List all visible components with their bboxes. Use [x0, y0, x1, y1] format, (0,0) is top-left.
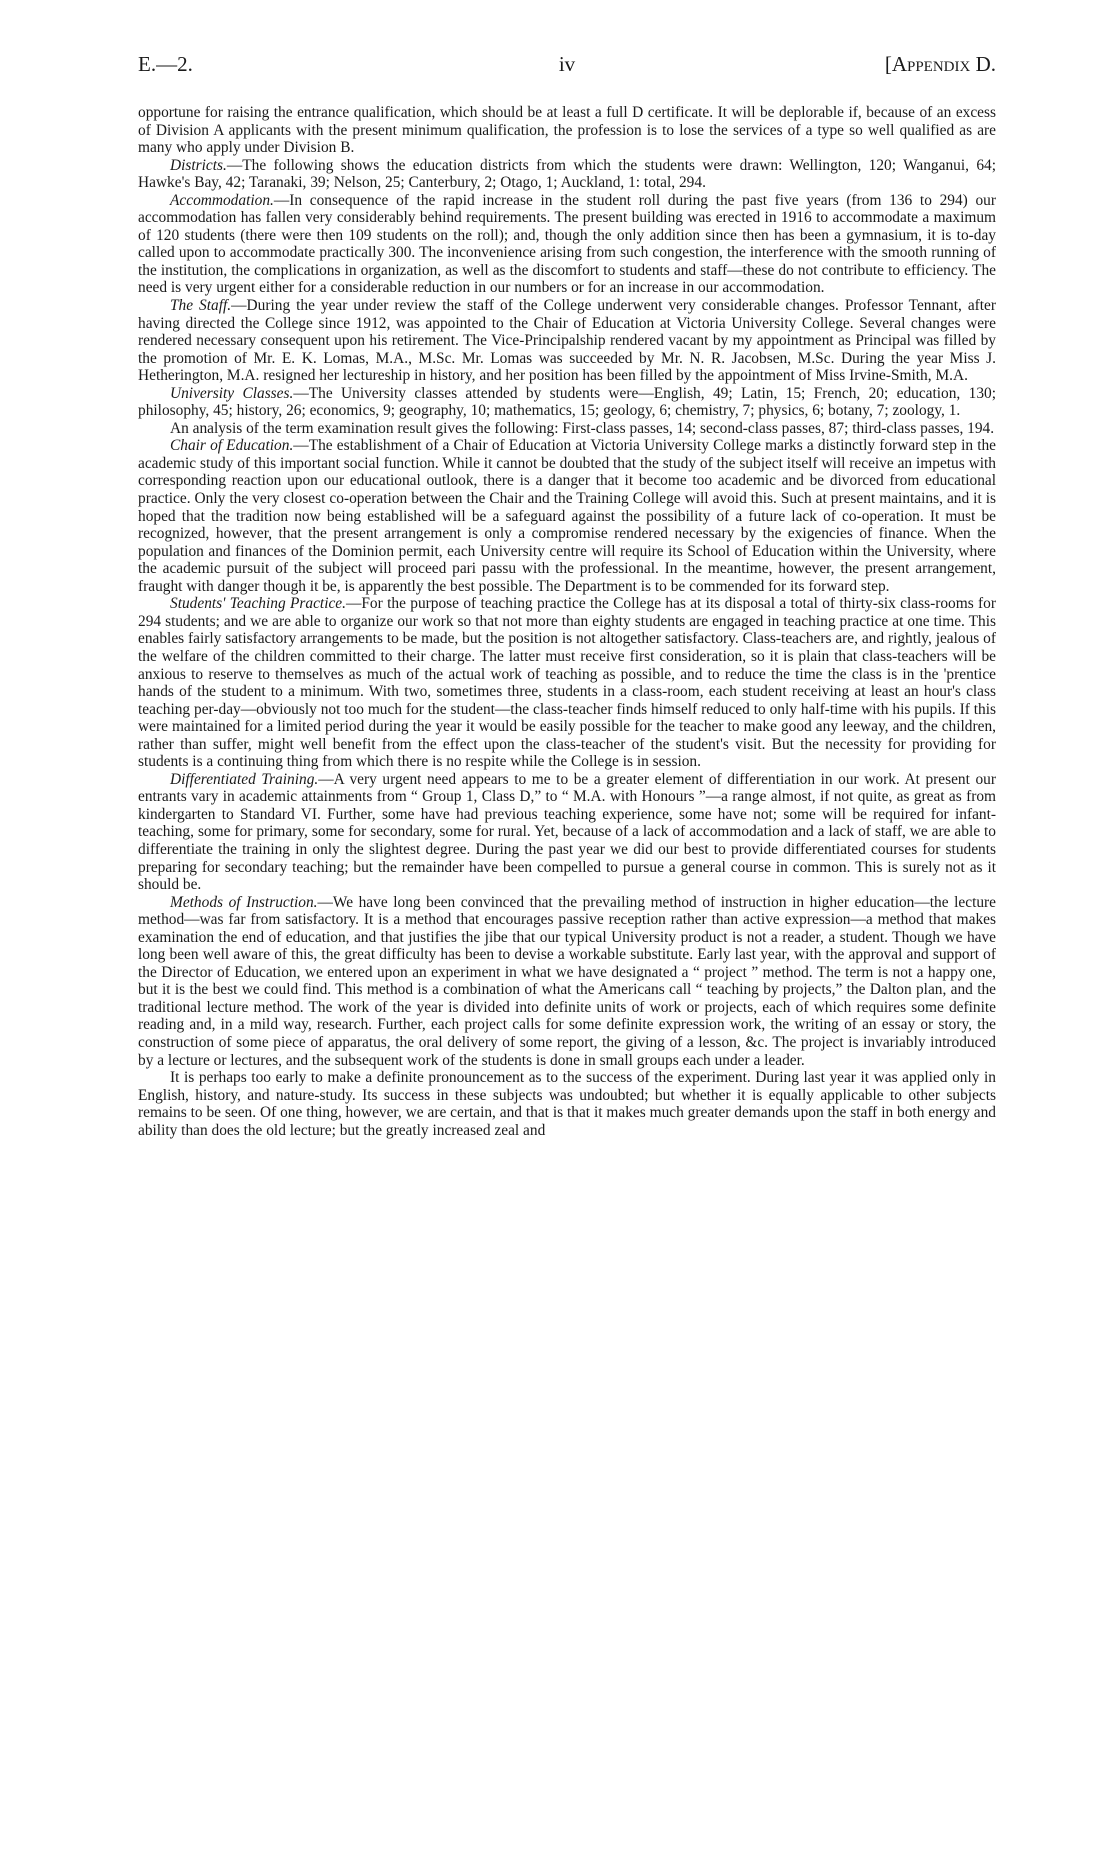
- paragraph-accommodation: Accommodation.—In consequence of the rapid increase in the student roll during the past five years (from 136 to 294) our accommodation has fallen very considerably behind requirements. The present building was erected in 1916 to accommodate a maximum of 120 students (there were then 109 students on the roll); and, though the only addition since then has been a gymnasium, it is to-day called upon to accommodate practically 300. The inconvenience arising from such congestion, the interference with the smooth running of the institution, the complications in organization, as well as the discomfort to students and staff—these do not contribute to efficiency. The need is very urgent either for a considerable reduction in our numbers or for an increase in our accommodation.: [138, 191, 996, 297]
- paragraph-examination-analysis: An analysis of the term examination result gives the following: First-class passes, 14; second-class passes, 87; third-class passes, 194.: [170, 419, 995, 437]
- paragraph-districts: Districts.—The following shows the education districts from which the students were drawn: Wellington, 120; Wanganui, 64; Hawke's Bay, 42; Taranaki, 39; Nelson, 25; Canterbury, 2; Otago, 1; Auckland, 1: total, 294.: [138, 156, 996, 192]
- section-heading: University Classes.: [170, 384, 294, 402]
- paragraph-experiment-success: It is perhaps too early to make a definite pronouncement as to the success of the experiment. During last year it was applied only in English, history, and nature-study. Its success in these subjects was undoubted; but whether it is equally applicable to other subjects remains to be seen. Of one thing, however, we are certain, and that is that it makes much greater demands upon the staff in both energy and ability than does the old lecture; but the greatly increased zeal and: [138, 1069, 996, 1139]
- paragraph-continuation: opportune for raising the entrance qualification, which should be at least a full D certificate. It will be deplorable if, because of an excess of Division A applicants with the present minimum qualification, the profession is to lose the services of a type so well qualified as are many who apply under Division B.: [138, 104, 996, 157]
- report-code: E.—2.: [138, 52, 193, 76]
- page-header: [138, 52, 996, 86]
- paragraph-chair-of-education: Chair of Education.—The establishment of a Chair of Education at Victoria University College marks a distinctly forward step in the academic study of this important social function. While it cannot be doubted that the study of the subject itself will receive an impetus with corresponding reaction upon our educational outlook, there is a danger that it become too academic and be divorced from educational practice. Only the very closest co-operation between the Chair and the Training College will avoid this. Such at present maintains, and it is hoped that the tradition now being established will be a safeguard against the possibility of a future lack of co-operation. It must be recognized, however, that the present arrangement is only a compromise rendered necessary by the exigencies of finance. When the population and finances of the Dominion permit, each University centre will require its School of Education within the University, where the academic pursuit of the subject will proceed pari passu with the professional. In the meantime, however, the present arrangement, fraught with danger though it be, is apparently the best possible. The Department is to be commended for its forward step.: [138, 437, 996, 595]
- page-number: iv: [558, 52, 576, 76]
- paragraph-staff: The Staff.—During the year under review the staff of the College underwent very considerable changes. Professor Tennant, after having directed the College since 1912, was appointed to the Chair of Education at Victoria University College. Several changes were rendered necessary consequent upon his retirement. The Vice-Principalship rendered vacant by my appointment as Principal was filled by the promotion of Mr. E. K. Lomas, M.A., M.Sc. Mr. Lomas was succeeded by Mr. N. R. Jacobsen, M.Sc. During the year Miss J. Hetherington, M.A. resigned her lectureship in history, and her position has been filled by the appointment of Miss Irvine-Smith, M.A.: [138, 297, 997, 385]
- section-heading: Chair of Education.: [170, 437, 294, 455]
- paragraph-teaching-practice: Students' Teaching Practice.—For the purpose of teaching practice the College has at its disposal a total of thirty-six class-rooms for 294 students; and we are able to organize our work so that not more than eighty students are engaged in teaching practice at one time. This enables fairly satisfactory arrangements to be made, but the position is not altogether satisfactory. Class-teachers are, and rightly, jealous of the welfare of the children committed to their charge. The latter must receive first consideration, so it is plain that class-teachers will be anxious to reserve to themselves as much of the actual work of teaching as possible, and to reduce the time the class is in the 'prentice hands of the student to a minimum. With two, sometimes three, students in a class-room, each student receiving at least an hour's class teaching per-day—obviously not too much for the student—the class-teacher finds himself reduced to only half-time with his pupils. If this were maintained for a limited period during the year it would be easily possible for the teacher to make good any leeway, and the children, rather than suffer, might well benefit from the effect upon the class-teacher of the student's visit. But the necessity for providing for students is a continuing thing from which there is no respite while the College is in session.: [138, 595, 996, 771]
- appendix-label: [Appendix D.: [884, 52, 996, 76]
- section-heading: Districts.: [170, 156, 227, 174]
- body-text: [138, 104, 996, 1139]
- section-heading: The Staff.: [170, 297, 232, 315]
- paragraph-methods-of-instruction: Methods of Instruction.—We have long been convinced that the prevailing method of instruction in higher education—the lecture method—was far from satisfactory. It is a method that encourages passive reception rather than active expression—a method that makes examination the end of education, and that justifies the jibe that our typical University product is not a reader, a student. Though we have long been well aware of this, the great difficulty has been to devise a workable substitute. Early last year, with the approval and support of the Director of Education, we entered upon an experiment in what we have designated a “ project ” method. The term is not a happy one, but it is the best we could find. This method is a combination of what the Americans call “ teaching by projects,” the Dalton plan, and the traditional lecture method. The work of the year is divided into definite units of work or projects, each of which requires some definite reading and, in a mild way, research. Further, each project calls for some definite expression work, the writing of an essay or story, the construction of some piece of apparatus, the oral delivery of some report, the giving of a lesson, &c. The project is invariably introduced by a lecture or lectures, and the subsequent work of the students is done in small groups each under a leader.: [138, 893, 996, 1069]
- section-heading: Students' Teaching Practice.: [170, 595, 346, 613]
- section-heading: Differentiated Training.: [170, 770, 319, 788]
- section-heading: Methods of Instruction.: [170, 893, 318, 911]
- paragraph-university-classes: University Classes.—The University classes attended by students were—English, 49; Latin, 15; French, 20; education, 130; philosophy, 45; history, 26; economics, 9; geography, 10; mathematics, 15; geology, 6; chemistry, 7; physics, 6; botany, 7; zoology, 1.: [138, 384, 996, 420]
- paragraph-differentiated-training: Differentiated Training.—A very urgent need appears to me to be a greater element of differentiation in our work. At present our entrants vary in academic attainments from “ Group 1, Class D,” to “ M.A. with Honours ”—a range almost, if not quite, as great as from kindergarten to Standard VI. Further, some have had previous teaching experience, some have not; some will be required for infant-teaching, some for primary, some for secondary, some for rural. Yet, because of a lack of accommodation and a lack of staff, we are able to differentiate the training in only the slightest degree. During the past year we did our best to provide differentiated courses for students preparing for secondary teaching; but the remainder have been compelled to pursue a general course in common. This is surely not as it should be.: [138, 770, 996, 894]
- section-heading: Accommodation.: [170, 191, 274, 209]
